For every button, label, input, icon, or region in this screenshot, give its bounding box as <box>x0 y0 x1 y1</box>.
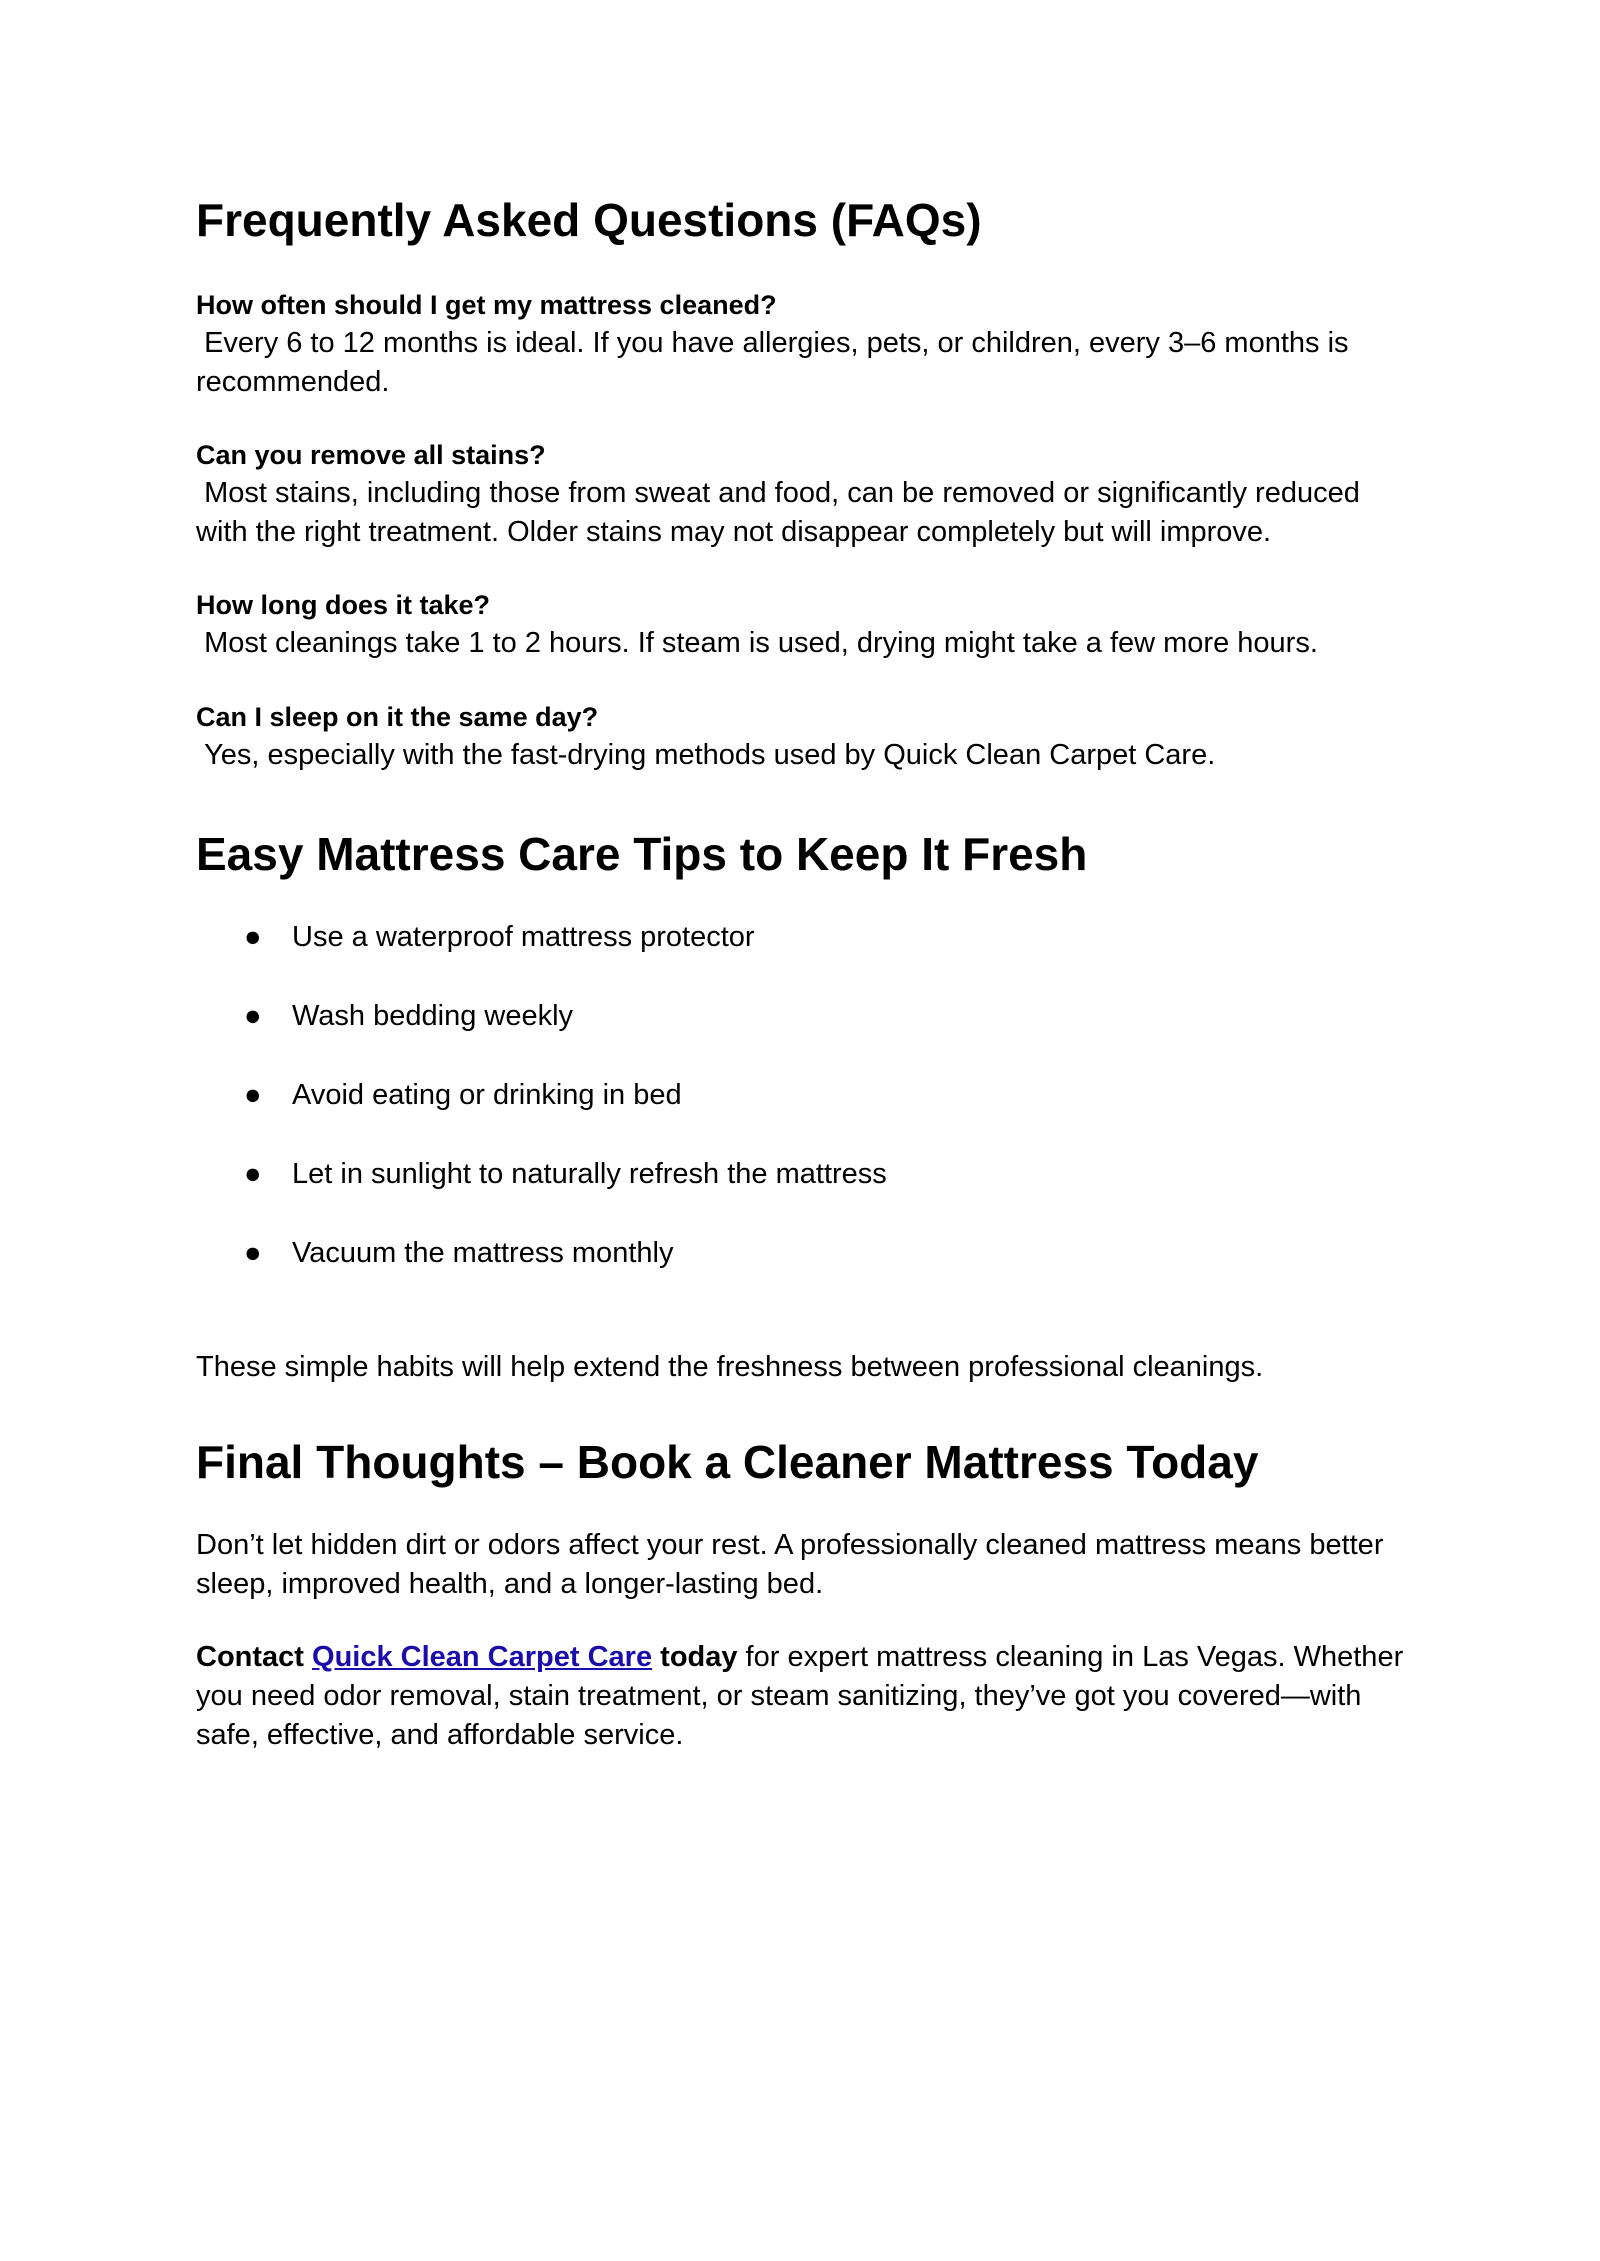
faq-answer-4: Yes, especially with the fast-drying methods used by Quick Clean Carpet Care. <box>196 739 1216 771</box>
quick-clean-link[interactable]: Quick Clean Carpet Care <box>312 1641 653 1673</box>
bullet-icon: ● <box>244 1000 262 1032</box>
contact-label: Contact <box>196 1641 304 1673</box>
final-heading: Final Thoughts – Book a Cleaner Mattress Today <box>196 1436 1259 1488</box>
today-label: today <box>660 1641 738 1673</box>
tips-summary: These simple habits will help extend the freshness between professional cleanings. <box>196 1351 1264 1383</box>
faq-answer-1: Every 6 to 12 months is ideal. If you have allergies, pets, or children, every 3–6 months is recommended. <box>196 327 1357 398</box>
tip-text: Use a waterproof mattress protector <box>292 921 755 953</box>
tips-heading: Easy Mattress Care Tips to Keep It Fresh <box>196 828 1088 880</box>
faq-question-2: Can you remove all stains? <box>196 440 546 470</box>
contact-text: for expert mattress cleaning in Las Vegas. Whether you need odor removal, stain treatment, or steam sanitizing, they’ve got you covered—with safe, effective, and affordable service. <box>196 1641 1404 1751</box>
faq-answer-2: Most stains, including those from sweat and food, can be removed or significantly reduced with the right treatment. Older stains may not disappear completely but will improve. <box>196 477 1368 548</box>
tip-text: Avoid eating or drinking in bed <box>292 1079 682 1111</box>
faq-question-4: Can I sleep on it the same day? <box>196 702 599 732</box>
faq-heading: Frequently Asked Questions (FAQs) <box>196 194 982 246</box>
final-paragraph: Don’t let hidden dirt or odors affect your rest. A professionally cleaned mattress means better sleep, improved health, and a longer-lasting bed. <box>196 1529 1384 1600</box>
tip-text: Wash bedding weekly <box>292 1000 574 1032</box>
faq-answer-3: Most cleanings take 1 to 2 hours. If steam is used, drying might take a few more hours. <box>196 627 1318 659</box>
tip-text: Vacuum the mattress monthly <box>292 1237 674 1269</box>
faq-question-1: How often should I get my mattress cleaned? <box>196 290 777 320</box>
contact-paragraph <box>196 1638 1416 1755</box>
bullet-icon: ● <box>244 1158 262 1190</box>
faq-question-3: How long does it take? <box>196 590 491 620</box>
tip-text: Let in sunlight to naturally refresh the mattress <box>292 1158 887 1190</box>
bullet-icon: ● <box>244 1079 262 1111</box>
bullet-icon: ● <box>244 921 262 953</box>
bullet-icon: ● <box>244 1237 262 1269</box>
